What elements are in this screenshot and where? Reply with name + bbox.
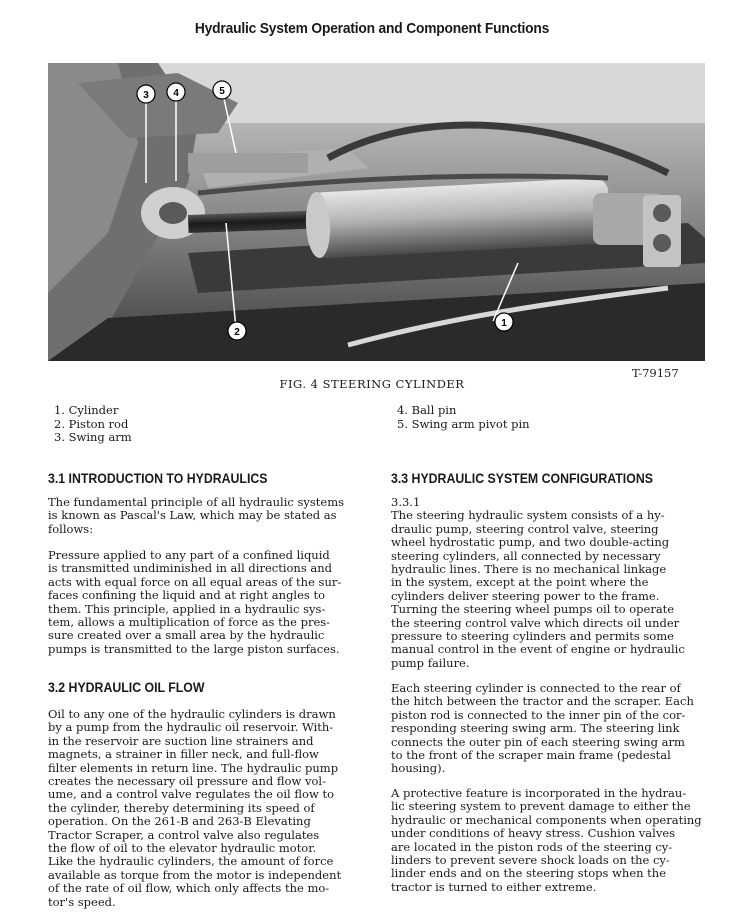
figure-legend-left [54, 404, 132, 445]
section-3-3-para-2 [391, 682, 694, 776]
callout-1 [495, 313, 513, 331]
text-line: cylinders deliver steering power to the frame. [391, 588, 660, 603]
text-line: faces confining the liquid and at right angles to [48, 588, 326, 603]
text-line: hydraulic or mechanical components when operating [391, 812, 702, 827]
text-line: responding steering swing arm. The steering link [391, 721, 680, 736]
section-3-3-para-1 [391, 496, 685, 670]
text-line: are located in the piston rods of the steering cy- [391, 839, 673, 854]
text-line: them. This principle, applied in a hydraulic sys- [48, 601, 326, 616]
text-line: linders to prevent severe shock loads on the cy- [391, 853, 670, 868]
text-line: manual control in the event of engine or hydraulic [391, 642, 685, 657]
figure-legend-right [397, 404, 530, 431]
photo-id: T-79157 [632, 366, 679, 380]
legend-item: 2. Piston rod [54, 416, 129, 431]
page-header: Hydraulic System Operation and Component Functions [194, 20, 550, 37]
callout-2 [228, 322, 246, 340]
text-line: the hitch between the tractor and the scraper. Each [391, 694, 694, 709]
text-line: is transmitted undiminished in all directions and [48, 561, 333, 576]
legend-item: 1. Cylinder [54, 403, 119, 417]
section-3-1-para-1 [48, 496, 344, 536]
text-line: operation. On the 261-B and 263-B Elevating [48, 814, 311, 829]
section-3-3-title: 3.3 HYDRAULIC SYSTEM CONFIGURATIONS [391, 470, 653, 486]
text-line: sure created over a small area by the hydraulic [48, 628, 325, 643]
text-line: the cylinder, thereby determining its speed of [48, 800, 315, 815]
text-line: The steering hydraulic system consists of a hy- [391, 508, 665, 523]
text-line: Pressure applied to any part of a confined liquid [48, 548, 330, 562]
figure-caption: FIG. 4 STEERING CYLINDER [279, 377, 465, 391]
text-line: The fundamental principle of all hydraulic systems [48, 495, 345, 509]
text-line: Tractor Scraper, a control valve also regulates [48, 827, 320, 842]
svg-text:3: 3 [143, 90, 149, 101]
text-line: Each steering cylinder is connected to the rear of [391, 681, 681, 695]
text-line: tor's speed. [48, 894, 116, 909]
section-3-3-para-3 [391, 787, 702, 894]
section-3-1-para-2 [48, 549, 341, 656]
text-line: available as torque from the motor is independent [48, 867, 342, 882]
callout-4 [167, 83, 185, 101]
text-line: magnets, a strainer in filler neck, and full-flow [48, 747, 319, 762]
text-line: 3.3.1 [391, 495, 421, 509]
text-line: the steering control valve which directs oil under [391, 615, 680, 630]
svg-text:1: 1 [501, 318, 507, 329]
text-line: follows: [48, 521, 94, 536]
callout-5 [213, 81, 231, 99]
text-line: Oil to any one of the hydraulic cylinders is drawn [48, 707, 336, 721]
svg-text:4: 4 [173, 88, 179, 99]
text-line: in the system, except at the point where the [391, 575, 649, 590]
text-line: acts with equal force on all equal areas of the sur- [48, 574, 342, 589]
section-3-2-title: 3.2 HYDRAULIC OIL FLOW [48, 679, 205, 695]
legend-item: 4. Ball pin [397, 403, 457, 417]
text-line: connects the outer pin of each steering swing arm [391, 734, 685, 749]
text-line: Like the hydraulic cylinders, the amount of force [48, 854, 334, 869]
text-line: pump failure. [391, 655, 470, 670]
text-line: ume, and a control valve regulates the oil flow to [48, 787, 335, 802]
text-line: of the rate of oil flow, which only affects the mo- [48, 881, 330, 896]
section-3-1-title: 3.1 INTRODUCTION TO HYDRAULICS [48, 470, 268, 486]
text-line: lic steering system to prevent damage to either the [391, 799, 691, 814]
text-line: Turning the steering wheel pumps oil to operate [391, 602, 675, 617]
text-line: hydraulic lines. There is no mechanical linkage [391, 562, 667, 577]
text-line: by a pump from the hydraulic oil reservoir. With- [48, 720, 334, 735]
text-line: pressure to steering cylinders and permits some [391, 629, 674, 644]
text-line: tem, allows a multiplication of force as the pres- [48, 615, 331, 630]
text-line: piston rod is connected to the inner pin of the cor- [391, 707, 686, 722]
text-line: tractor is turned to either extreme. [391, 879, 597, 894]
text-line: steering cylinders, all connected by necessary [391, 548, 661, 563]
svg-text:2: 2 [234, 327, 240, 338]
text-line: is known as Pascal's Law, which may be stated as [48, 508, 337, 523]
text-line: housing). [391, 761, 446, 776]
steering-cylinder-photo [48, 63, 705, 361]
text-line: the flow of oil to the elevator hydraulic motor. [48, 841, 317, 856]
svg-text:5: 5 [219, 86, 225, 97]
text-line: wheel hydrostatic pump, and two double-acting [391, 535, 670, 550]
legend-item: 5. Swing arm pivot pin [397, 416, 530, 431]
text-line: filter elements in return line. The hydraulic pump [48, 760, 339, 775]
text-line: in the reservoir are suction line strainers and [48, 733, 314, 748]
text-line: draulic pump, steering control valve, steering [391, 521, 659, 536]
text-line: pumps is transmitted to the large piston surfaces. [48, 641, 340, 656]
text-line: linder ends and on the steering stops when the [391, 866, 667, 881]
text-line: creates the necessary oil pressure and flow vol- [48, 774, 326, 789]
callout-3 [137, 85, 155, 103]
legend-item: 3. Swing arm [54, 430, 132, 444]
text-line: to the front of the scraper main frame (pedestal [391, 748, 671, 763]
text-line: A protective feature is incorporated in the hydrau- [391, 786, 687, 800]
section-3-2-para-1 [48, 708, 341, 909]
text-line: under conditions of heavy stress. Cushion valves [391, 826, 676, 841]
